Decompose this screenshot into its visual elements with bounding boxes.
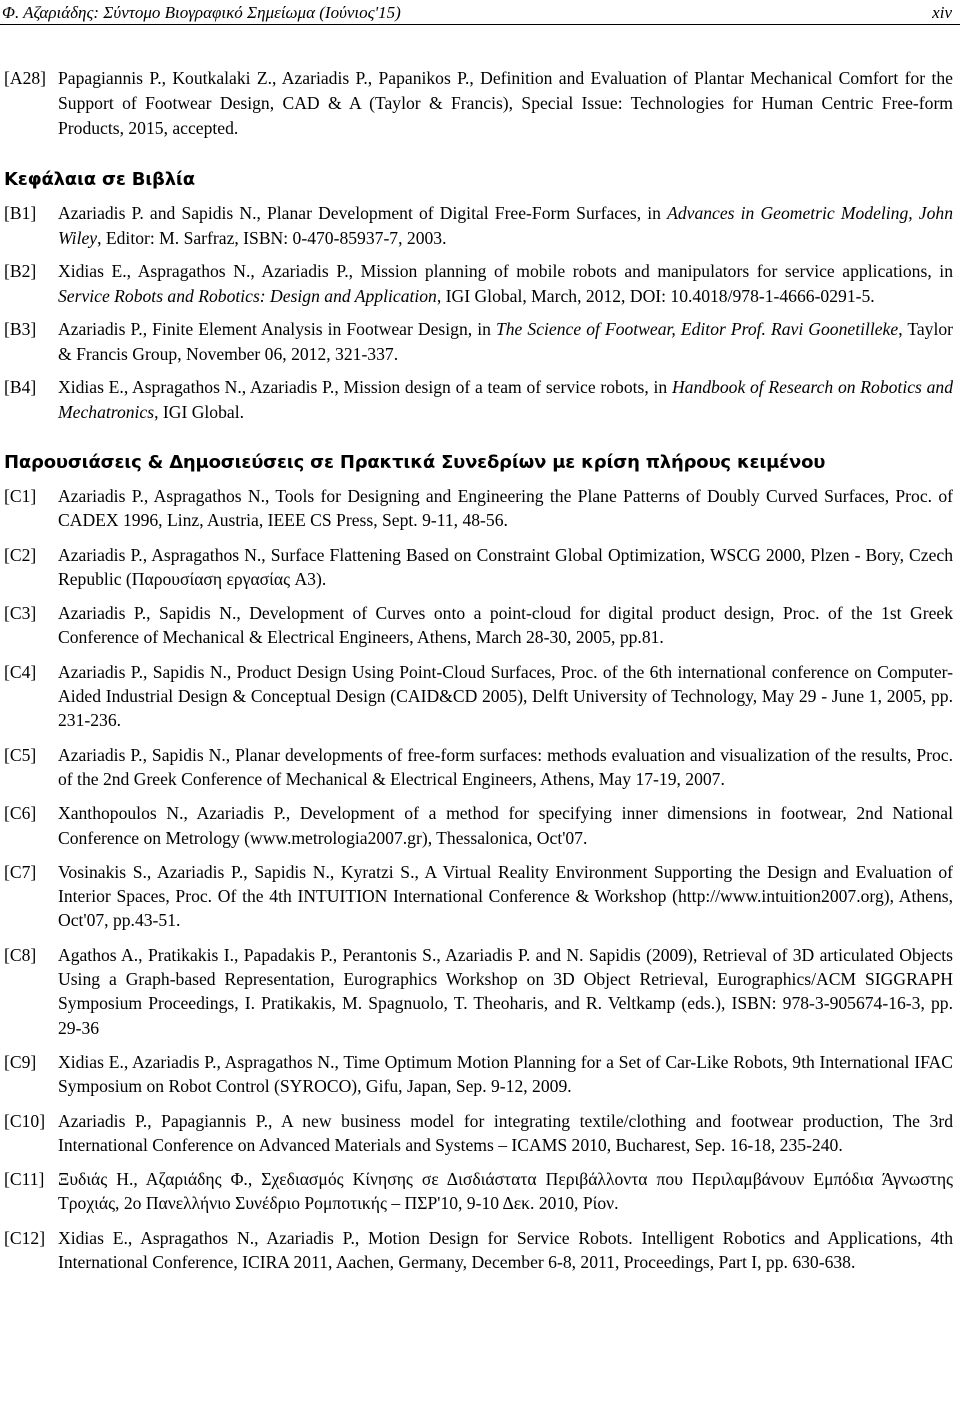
reference-text: Azariadis P., Sapidis N., Development of Curves onto a point-cloud for digital product design, Proc. of the 1st Greek Conference of Mechanical & Electrical Engineers, Athens, March 28-30, 2005, pp.81.: [58, 603, 953, 648]
reference-c5: [4, 743, 953, 792]
reference-c4: [4, 660, 953, 733]
page-header: [0, 0, 960, 25]
reference-label: [C6]: [4, 803, 37, 824]
reference-label: [B1]: [4, 203, 37, 223]
reference-c12: [4, 1226, 953, 1275]
conference-papers-list: [4, 484, 953, 1274]
reference-text: Xidias E., Aspragathos N., Azariadis P., Mission design of a team of service robots, in Handbook of Research on Robotics and Mechatronics, IGI Global.: [58, 377, 953, 422]
reference-text: Xidias E., Aspragathos N., Azariadis P., Mission planning of mobile robots and manipulators for service applications, in Service Robots and Robotics: Design and Application, IGI Global, March, 2012, DOI: 10.4018/978-1-4666-0291-5.: [58, 261, 953, 306]
reference-c10: [4, 1109, 953, 1158]
reference-b2: [4, 259, 953, 309]
reference-c8: [4, 943, 953, 1040]
reference-text: Ξυδιάς Η., Αζαριάδης Φ., Σχεδιασμός Κίνησης σε Δισδιάστατα Περιβάλλοντα που Περιλαμβάνουν Εμπόδια Άγνωστης Τροχιάς, 2ο Πανελλήνιο Συνέδριο Ρομποτικής – ΠΣΡ'10, 9-10 Δεκ. 2010, Ρίον.: [58, 1169, 953, 1214]
reference-label: [B4]: [4, 377, 37, 397]
reference-label: [C10]: [4, 1110, 46, 1131]
reference-b3: [4, 317, 953, 367]
reference-text: Azariadis P., Papagiannis P., A new business model for integrating textile/clothing and footwear production, The 3rd International Conference on Advanced Materials and Systems – ICAMS 2010, Bucharest, Sep. 16-18, 235-240.: [58, 1110, 953, 1155]
reference-label: [C3]: [4, 603, 37, 624]
reference-label: [C9]: [4, 1051, 37, 1072]
reference-text: Agathos A., Pratikakis I., Papadakis P., Perantonis S., Azariadis P. and N. Sapidis (2009), Retrieval of 3D articulated Objects Using a Graph-based Representation, Eurographics Workshop on 3D Object Retrieval, Eurographics/ACM SIGGRAPH Symposium Proceedings, I. Pratikakis, M. Spagnuolo, T. Theoharis, and R. Veltkamp (eds.), ISBN: 978-3-905674-16-3, pp. 29-36: [58, 944, 953, 1038]
reference-label: [B2]: [4, 261, 37, 281]
reference-text: Xanthopoulos N., Azariadis P., Development of a method for specifying inner dimensions in footwear, 2nd National Conference on Metrology (www.metrologia2007.gr), Thessalonica, Oct'07.: [58, 803, 953, 848]
reference-label: [C1]: [4, 486, 37, 506]
reference-text: Azariadis P., Aspragathos N., Surface Flattening Based on Constraint Global Optimization, WSCG 2000, Plzen - Bory, Czech Republic (Παρουσίαση εργασίας A3).: [58, 544, 953, 589]
reference-c3: [4, 601, 953, 650]
reference-label: [B3]: [4, 319, 37, 339]
reference-text: Azariadis P., Sapidis N., Planar developments of free-form surfaces: methods evaluation and visualization of the results, Proc. of the 2nd Greek Conference of Mechanical & Electrical Engineers, Athens, May 17-19, 2007.: [58, 744, 953, 789]
section-heading-book-chapters: Κεφάλαια σε Βιβλία: [4, 169, 195, 190]
reference-text: Azariadis P., Finite Element Analysis in Footwear Design, in The Science of Footwear, Editor Prof. Ravi Goonetilleke, Taylor & Francis Group, November 06, 2012, 321-337.: [58, 319, 953, 364]
page-number: xiv: [932, 3, 952, 22]
reference-text: Vosinakis S., Azariadis P., Sapidis N., Kyratzi S., A Virtual Reality Environment Supporting the Design and Evaluation of Interior Spaces, Proc. Of the 4th INTUITION International Conference & Workshop (http://www.intuition2007.org), Athens, Oct'07, pp.43-51.: [58, 861, 953, 931]
reference-text: Xidias E., Azariadis P., Aspragathos N., Time Optimum Motion Planning for a Set of Car-Like Robots, 9th International IFAC Symposium on Robot Control (SYROCO), Gifu, Japan, Sep. 9-12, 2009.: [58, 1051, 953, 1097]
reference-c2: [4, 543, 953, 592]
reference-c11: [4, 1167, 953, 1216]
book-chapters-list: [4, 201, 953, 425]
reference-c9: [4, 1050, 953, 1099]
reference-label: [C4]: [4, 661, 37, 682]
reference-b4: [4, 375, 953, 425]
book-title: The Science of Footwear, Editor Prof. Ravi Goonetilleke: [495, 319, 899, 339]
reference-a28: [4, 66, 953, 141]
reference-label: [C8]: [4, 944, 37, 965]
reference-c7: [4, 860, 953, 933]
reference-label: [C7]: [4, 861, 37, 882]
reference-b1: [4, 201, 953, 251]
reference-label: [C5]: [4, 744, 37, 765]
book-title: Service Robots and Robotics: Design and Application: [58, 286, 437, 306]
book-title: Advances in Geometric Modeling, John Wiley: [58, 203, 953, 248]
reference-c1: [4, 484, 953, 533]
reference-label: [C11]: [4, 1169, 45, 1190]
reference-label: [C12]: [4, 1227, 46, 1248]
page-header-title: Φ. Αζαριάδης: Σύντομο Βιογραφικό Σημείωμα (Ιούνιος'15): [2, 3, 401, 22]
reference-text: Xidias E., Aspragathos N., Azariadis P., Motion Design for Service Robots. Intelligent Robotics and Applications, 4th International Conference, ICIRA 2011, Aachen, Germany, December 6-8, 2011, Proceedings, Part I, pp. 630-638.: [58, 1227, 953, 1273]
document-body: [4, 66, 953, 1274]
book-title: Handbook of Research on Robotics and Mechatronics: [58, 377, 953, 422]
reference-c6: [4, 801, 953, 850]
reference-label: [A28]: [4, 68, 47, 88]
section-heading-conference-papers: Παρουσιάσεις & Δημοσιεύσεις σε Πρακτικά Συνεδρίων με κρίση πλήρους κειμένου: [4, 452, 826, 473]
reference-text: Papagiannis P., Koutkalaki Z., Azariadis P., Papanikos P., Definition and Evaluation of Plantar Mechanical Comfort for the Support of Footwear Design, CAD & A (Taylor & Francis), Special Issue: Technologies for Human Centric Free-form Products, 2015, accepted.: [58, 68, 953, 138]
reference-text: Azariadis P., Sapidis N., Product Design Using Point-Cloud Surfaces, Proc. of the 6th international conference on Computer-Aided Industrial Design & Conceptual Design (CAID&CD 2005), Delft University of Technology, May 29 - June 1, 2005, pp. 231-236.: [58, 661, 953, 731]
reference-label: [C2]: [4, 544, 37, 565]
reference-text: Azariadis P., Aspragathos N., Tools for Designing and Engineering the Plane Patterns of Doubly Curved Surfaces, Proc. of CADEX 1996, Linz, Austria, IEEE CS Press, Sept. 9-11, 48-56.: [58, 486, 953, 531]
reference-text: Azariadis P. and Sapidis N., Planar Development of Digital Free-Form Surfaces, in Advances in Geometric Modeling, John Wiley, Editor: M. Sarfraz, ISBN: 0-470-85937-7, 2003.: [58, 203, 953, 248]
